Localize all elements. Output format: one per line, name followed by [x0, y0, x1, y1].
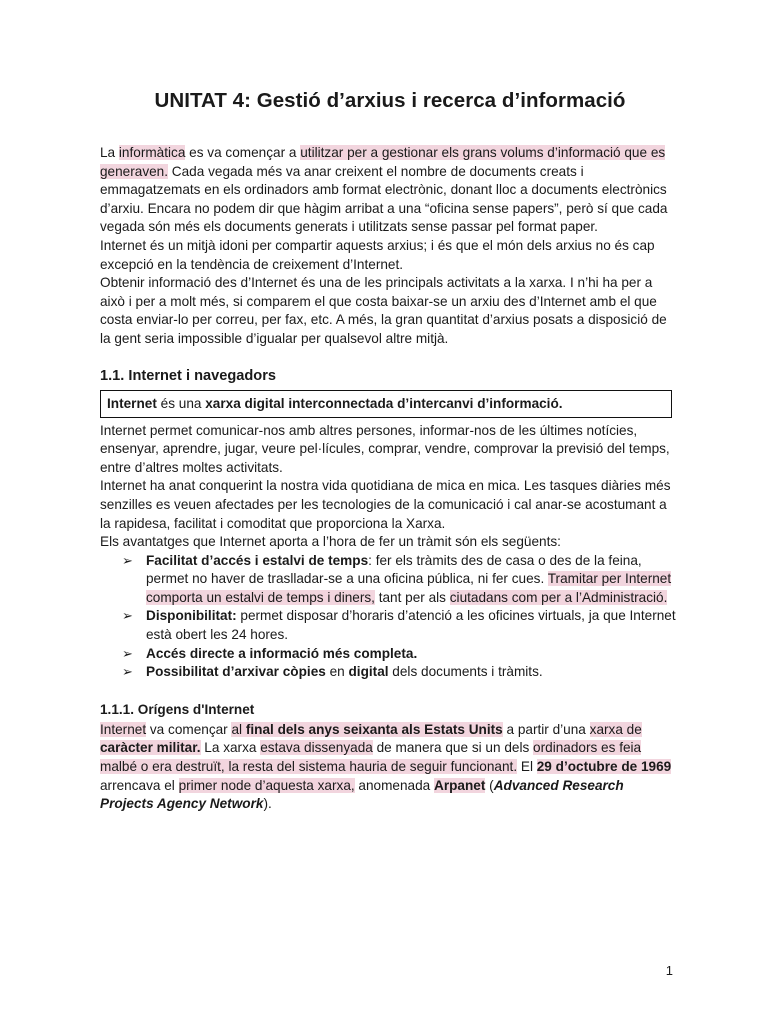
intro-paragraph-2: Internet és un mitjà idoni per compartir aquests arxius; i és que el món dels arxius no és cap excepció en la tendència de creixement d’Internet. — [100, 237, 655, 272]
list-item: ➢ Disponibilitat: permet disposar d’horaris d’atenció a les oficines virtuals, ja que Internet està obert les 24 hores. — [122, 608, 676, 643]
section-heading: 1.1. Internet i navegadors — [100, 367, 276, 384]
document-page — [100, 88, 680, 814]
section-paragraph-1: Internet permet comunicar-nos amb altres persones, informar-nos de les últimes notícies, ensenyar, aprendre, jugar, veure pel·lícules, comprar, vendre, comprovar la previsió del temps, entre d’altres moltes activitats. — [100, 422, 670, 475]
page-title: UNITAT 4: Gestió d’arxius i recerca d’informació — [154, 89, 626, 112]
arrow-bullet-icon: ➢ — [122, 645, 133, 661]
definition-box: Internet és una xarxa digital interconnectada d’intercanvi d’informació. — [100, 390, 672, 418]
list-item: ➢ Facilitat d’accés i estalvi de temps: fer els tràmits des de casa o des de la feina, permet no haver de traslladar-se a una oficina pública, ni fer cues. Tramitar per Internet comporta un estalvi de temps i diners, tant per als ciutadans com per a l’Administració. — [122, 552, 672, 605]
section-paragraph-2: Internet ha anat conquerint la nostra vida quotidiana de mica en mica. Les tasques diàries més senzilles es veuen afectades per les tecnologies de la comunicació i cal anar-se acostumant a la rapidesa, facilitat i comoditat que proporciona la Xarxa. — [100, 478, 671, 531]
subsection-heading: 1.1.1. Orígens d'Internet — [100, 701, 255, 717]
list-item: ➢ Accés directe a informació més completa. — [100, 645, 680, 664]
section-paragraph-3: Els avantatges que Internet aporta a l’hora de fer un tràmit són els següents: — [100, 534, 561, 550]
highlight: utilitzar per a gestionar els grans volums d’informació que es generaven. — [100, 145, 666, 179]
highlight: ciutadans com per a l’Administració. — [449, 589, 668, 605]
highlight: Tramitar per Internet comporta un estalvi de temps i diners, — [146, 571, 672, 605]
origins-paragraph: Internet va començar al final dels anys seixanta als Estats Units a partir d’una xarxa de caràcter militar. La xarxa estava dissenyada de manera que si un dels ordinadors es feia malbé o era destruït, la resta del sistema hauria de seguir funcionant. El 29 d’octubre de 1969 arrencava el primer node d’aquesta xarxa, anomenada Arpanet (Advanced Research Projects Agency Network). — [100, 721, 672, 812]
arrow-bullet-icon: ➢ — [122, 664, 133, 680]
advantages-list — [100, 552, 680, 682]
arrow-bullet-icon: ➢ — [122, 552, 133, 568]
intro-paragraph-3: Obtenir informació des d’Internet és una de les principals activitats a la xarxa. I n’hi ha per a això i per a molt més, si comparem el que costa baixar-se un arxiu des d’Internet amb el que costa enviar-lo per correu, per fax, etc. A més, la gran quantitat d’arxius posats a disposició de la gent seria impossible d’igualar per qualsevol altre mitjà. — [100, 275, 667, 346]
list-item: ➢ Possibilitat d’arxivar còpies en digital dels documents i tràmits. — [100, 663, 680, 682]
page-number: 1 — [665, 963, 673, 978]
highlight: informàtica — [118, 145, 186, 160]
arrow-bullet-icon: ➢ — [122, 608, 133, 624]
intro-paragraph-1: La informàtica es va començar a utilitzar per a gestionar els grans volums d’informació que es generaven. Cada vegada més va anar creixent el nombre de documents creats i emmagatzemats en els ordinadors amb format electrònic, donant lloc a documents electrònics d’arxiu. Encara no podem dir que hàgim arribat a una “oficina sense papers”, però sí que cada vegada són més els documents generats i utilitzats sense passar pel format paper. — [100, 145, 668, 235]
